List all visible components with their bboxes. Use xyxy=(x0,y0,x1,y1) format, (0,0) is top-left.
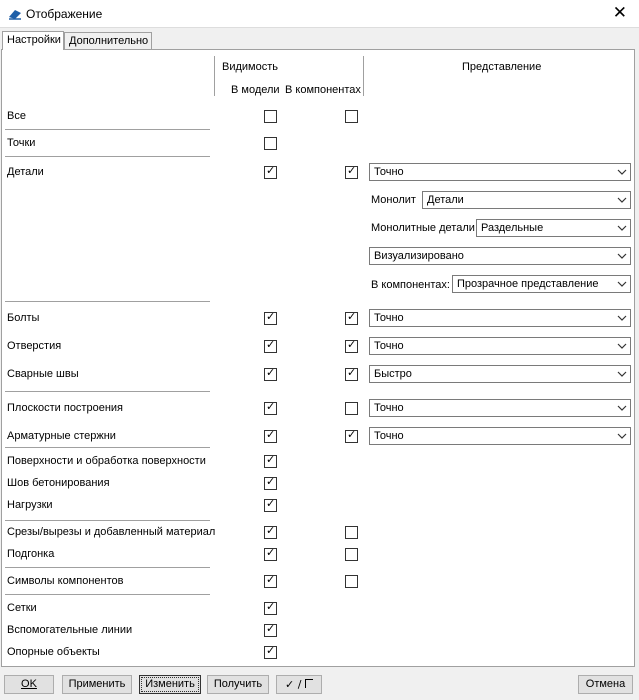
in-model-checkbox[interactable] xyxy=(264,602,277,615)
in-model-checkbox[interactable] xyxy=(264,137,277,150)
check-icon: ✓ xyxy=(266,310,276,323)
toggle-all-button[interactable] xyxy=(276,675,322,694)
row-label: Все xyxy=(7,110,26,122)
in-model-checkbox[interactable] xyxy=(264,312,277,325)
row-label: Точки xyxy=(7,137,36,149)
row-label: Плоскости построения xyxy=(7,402,123,414)
representation-dropdown-value: Точно xyxy=(374,166,404,178)
header-divider xyxy=(363,56,364,96)
chevron-down-icon xyxy=(617,429,627,443)
row-label: Отверстия xyxy=(7,340,62,352)
check-icon: ✓ xyxy=(266,338,276,351)
chevron-down-icon xyxy=(617,367,627,381)
in-model-checkbox[interactable] xyxy=(264,526,277,539)
row-label: Болты xyxy=(7,312,40,324)
representation-dropdown-value: Точно xyxy=(374,340,404,352)
row-label: Шов бетонирования xyxy=(7,477,110,489)
check-icon: ✓ xyxy=(347,366,357,379)
representation-dropdown[interactable] xyxy=(369,427,631,445)
in-components-checkbox[interactable] xyxy=(345,166,358,179)
representation-dropdown[interactable] xyxy=(369,365,631,383)
check-icon: ✓ xyxy=(266,164,276,177)
representation-header: Представление xyxy=(462,61,542,73)
in-components-checkbox[interactable] xyxy=(345,368,358,381)
in-components-dropdown-value: Прозрачное представление xyxy=(457,278,599,290)
check-icon: ✓ xyxy=(266,644,276,657)
row-divider xyxy=(5,391,210,392)
in-model-checkbox[interactable] xyxy=(264,110,277,123)
check-icon: ✓ xyxy=(266,428,276,441)
row-divider xyxy=(5,594,210,595)
settings-panel xyxy=(1,49,635,667)
tab-settings[interactable]: Настройки xyxy=(2,31,64,50)
chevron-down-icon xyxy=(617,165,627,179)
monolithic-details-dropdown-value: Раздельные xyxy=(481,222,544,234)
row-label: Опорные объекты xyxy=(7,646,100,658)
in-model-checkbox[interactable] xyxy=(264,402,277,415)
chevron-down-icon xyxy=(617,277,627,291)
chevron-down-icon xyxy=(617,339,627,353)
check-icon: ✓ xyxy=(266,622,276,635)
in-components-checkbox[interactable] xyxy=(345,548,358,561)
in-model-checkbox[interactable] xyxy=(264,575,277,588)
row-divider xyxy=(5,520,210,521)
visibility-header: Видимость xyxy=(222,61,278,73)
row-divider xyxy=(5,129,210,130)
chevron-down-icon xyxy=(617,311,627,325)
row-label: Вспомогательные линии xyxy=(7,624,133,636)
representation-dropdown[interactable] xyxy=(369,309,631,327)
in-model-checkbox[interactable] xyxy=(264,455,277,468)
representation-dropdown-value: Точно xyxy=(374,430,404,442)
row-label: Детали xyxy=(7,166,44,178)
in-components-checkbox[interactable] xyxy=(345,526,358,539)
row-label: Символы компонентов xyxy=(7,575,124,587)
chevron-down-icon xyxy=(617,249,627,263)
row-label: Арматурные стержни xyxy=(7,430,116,442)
in-model-checkbox[interactable] xyxy=(264,548,277,561)
in-components-checkbox[interactable] xyxy=(345,430,358,443)
toggle-all-label: ✓ / xyxy=(285,678,305,691)
ok-button[interactable] xyxy=(4,675,54,694)
row-divider xyxy=(5,447,210,448)
in-components-checkbox[interactable] xyxy=(345,340,358,353)
check-icon: ✓ xyxy=(266,546,276,559)
check-icon: ✓ xyxy=(347,164,357,177)
row-label: Поверхности и обработка поверхности xyxy=(7,455,206,467)
representation-dropdown-value: Точно xyxy=(374,312,404,324)
check-icon: ✓ xyxy=(266,400,276,413)
apply-button[interactable]: Применить xyxy=(62,675,132,694)
chevron-down-icon xyxy=(617,221,627,235)
in-components-checkbox[interactable] xyxy=(345,312,358,325)
check-icon: ✓ xyxy=(266,573,276,586)
in-components-label: В компонентах: xyxy=(371,279,450,291)
row-divider xyxy=(5,567,210,568)
row-label: Подгонка xyxy=(7,548,55,560)
tab-advanced[interactable]: Дополнительно xyxy=(64,32,152,49)
in-components-dropdown[interactable] xyxy=(452,275,631,293)
check-icon: ✓ xyxy=(266,366,276,379)
in-components-checkbox[interactable] xyxy=(345,575,358,588)
check-icon: ✓ xyxy=(266,524,276,537)
in-model-header: В модели xyxy=(231,84,280,96)
check-icon: ✓ xyxy=(266,475,276,488)
in-model-checkbox[interactable] xyxy=(264,646,277,659)
representation-dropdown[interactable] xyxy=(369,399,631,417)
monolith-dropdown[interactable] xyxy=(422,191,631,209)
in-model-checkbox[interactable] xyxy=(264,430,277,443)
visualization-dropdown[interactable] xyxy=(369,247,631,265)
row-label: Сварные швы xyxy=(7,368,79,380)
in-model-checkbox[interactable] xyxy=(264,499,277,512)
visualization-dropdown-value: Визуализировано xyxy=(374,250,464,262)
in-model-checkbox[interactable] xyxy=(264,477,277,490)
ok-button-label: OK xyxy=(21,678,37,690)
unchecked-box-icon xyxy=(305,679,313,688)
representation-dropdown[interactable] xyxy=(369,163,631,181)
monolith-dropdown-value: Детали xyxy=(427,194,464,206)
monolith-label: Монолит xyxy=(371,194,416,206)
chevron-down-icon xyxy=(617,193,627,207)
row-label: Срезы/вырезы и добавленный материал xyxy=(7,526,216,538)
chevron-down-icon xyxy=(617,401,627,415)
cancel-button[interactable]: Отмена xyxy=(578,675,633,694)
representation-dropdown-value: Быстро xyxy=(374,368,412,380)
check-icon: ✓ xyxy=(266,600,276,613)
in-model-checkbox[interactable] xyxy=(264,166,277,179)
row-divider xyxy=(5,301,210,302)
representation-dropdown-value: Точно xyxy=(374,402,404,414)
in-model-checkbox[interactable] xyxy=(264,624,277,637)
check-icon: ✓ xyxy=(266,497,276,510)
in-components-checkbox[interactable] xyxy=(345,110,358,123)
get-button[interactable]: Получить xyxy=(207,675,269,694)
in-components-checkbox[interactable] xyxy=(345,402,358,415)
window-title: Отображение xyxy=(26,7,103,21)
row-divider xyxy=(5,156,210,157)
row-label: Сетки xyxy=(7,602,37,614)
monolithic-details-label: Монолитные детали xyxy=(371,222,475,234)
in-components-header: В компонентах xyxy=(285,84,361,96)
check-icon: ✓ xyxy=(347,428,357,441)
check-icon: ✓ xyxy=(347,338,357,351)
check-icon: ✓ xyxy=(266,453,276,466)
check-icon: ✓ xyxy=(347,310,357,323)
modify-button[interactable]: Изменить xyxy=(139,675,201,694)
representation-dropdown[interactable] xyxy=(369,337,631,355)
header-divider xyxy=(214,56,215,96)
monolithic-details-dropdown[interactable] xyxy=(476,219,631,237)
in-model-checkbox[interactable] xyxy=(264,340,277,353)
row-label: Нагрузки xyxy=(7,499,53,511)
close-icon[interactable]: ✕ xyxy=(612,3,627,23)
in-model-checkbox[interactable] xyxy=(264,368,277,381)
